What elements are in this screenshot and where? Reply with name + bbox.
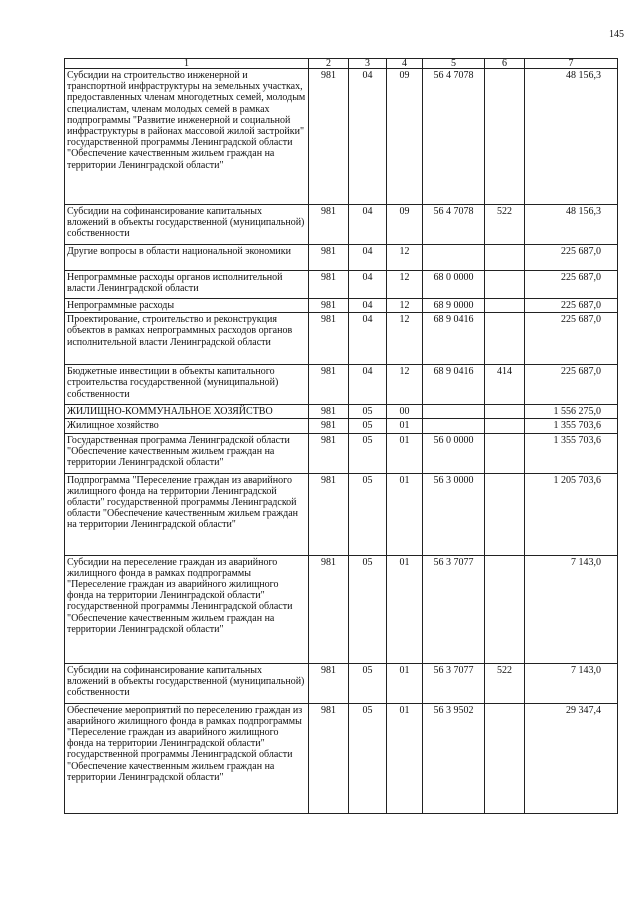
row-pr: 09 [387,205,423,245]
row-pr: 01 [387,419,423,433]
table-row [65,663,618,703]
row-sum: 225 687,0 [525,299,618,313]
row-vr [485,555,525,663]
row-rz: 05 [349,555,387,663]
row-rz: 04 [349,205,387,245]
budget-table [64,58,618,814]
row-vr [485,433,525,473]
header-col-4: 4 [387,59,423,69]
row-csr: 56 3 7077 [423,555,485,663]
row-csr [423,419,485,433]
table-row [65,419,618,433]
row-vr [485,271,525,299]
row-vr: 414 [485,365,525,405]
row-sum: 225 687,0 [525,313,618,365]
row-rz: 04 [349,299,387,313]
row-rz: 04 [349,271,387,299]
row-sum: 225 687,0 [525,271,618,299]
table-row [65,69,618,205]
row-name: Обеспечение мероприятий по переселению граждан из аварийного жилищного фонда в рамках подпрограммы "Переселение граждан из аварийного жилищного фонда на территории Ленинградской области" государственной программы Ленинградской области "Обеспечение качественным жильем граждан на территории Ленинградской области" [65,703,309,813]
row-vr [485,299,525,313]
row-csr: 56 3 7077 [423,663,485,703]
row-vr [485,405,525,419]
row-pr: 01 [387,703,423,813]
row-grbs: 981 [309,703,349,813]
row-csr: 68 0 0000 [423,271,485,299]
row-name: Бюджетные инвестиции в объекты капитального строительства государственной (муниципальной) собственности [65,365,309,405]
row-grbs: 981 [309,473,349,555]
row-pr: 12 [387,365,423,405]
table-row [65,365,618,405]
row-vr: 522 [485,663,525,703]
table-row [65,271,618,299]
row-sum: 225 687,0 [525,365,618,405]
row-sum: 225 687,0 [525,245,618,271]
row-pr: 01 [387,663,423,703]
table-row [65,299,618,313]
row-csr: 68 9 0416 [423,313,485,365]
row-grbs: 981 [309,271,349,299]
row-csr: 56 4 7078 [423,69,485,205]
row-csr [423,405,485,419]
row-grbs: 981 [309,365,349,405]
page-number: 145 [609,29,624,40]
row-pr: 01 [387,555,423,663]
row-pr: 12 [387,313,423,365]
row-csr: 68 9 0416 [423,365,485,405]
header-col-3: 3 [349,59,387,69]
table-row [65,473,618,555]
table-row [65,405,618,419]
header-col-7: 7 [525,59,618,69]
row-rz: 05 [349,473,387,555]
row-name: Непрограммные расходы органов исполнительной власти Ленинградской области [65,271,309,299]
header-col-2: 2 [309,59,349,69]
row-name: Субсидии на софинансирование капитальных вложений в объекты государственной (муниципальной) собственности [65,205,309,245]
row-sum: 7 143,0 [525,555,618,663]
row-sum: 7 143,0 [525,663,618,703]
row-vr: 522 [485,205,525,245]
row-name: Государственная программа Ленинградской области "Обеспечение качественным жильем граждан на территории Ленинградской области" [65,433,309,473]
row-csr: 56 0 0000 [423,433,485,473]
row-rz: 05 [349,663,387,703]
row-vr [485,245,525,271]
row-grbs: 981 [309,205,349,245]
row-sum: 1 556 275,0 [525,405,618,419]
row-grbs: 981 [309,245,349,271]
row-rz: 05 [349,703,387,813]
header-col-1: 1 [65,59,309,69]
row-rz: 05 [349,405,387,419]
row-rz: 04 [349,313,387,365]
row-grbs: 981 [309,69,349,205]
row-name: Другие вопросы в области национальной экономики [65,245,309,271]
row-name: Субсидии на переселение граждан из аварийного жилищного фонда в рамках подпрограммы "Переселение граждан из аварийного жилищного фонда на территории Ленинградской области" государственной программы Ленинградской области "Обеспечение качественным жильем граждан на территории Ленинградской области" [65,555,309,663]
row-sum: 1 355 703,6 [525,419,618,433]
row-name: Субсидии на строительство инженерной и транспортной инфраструктуры на земельных участках, предоставленных членам многодетных семей, молодым специалистам, членам молодых семей в рамках подпрограммы "Развитие инженерной и социальной инфраструктуры в районах массовой жилой застройки" государственной программы Ленинградской области "Обеспечение качественным жильем граждан на территории Ленинградской области" [65,69,309,205]
row-csr: 56 3 0000 [423,473,485,555]
row-vr [485,69,525,205]
row-grbs: 981 [309,433,349,473]
row-name: Жилищное хозяйство [65,419,309,433]
row-vr [485,703,525,813]
row-name: Непрограммные расходы [65,299,309,313]
row-rz: 05 [349,433,387,473]
table-row [65,555,618,663]
row-pr: 09 [387,69,423,205]
row-csr: 56 4 7078 [423,205,485,245]
table-header-row [65,59,618,69]
row-name: ЖИЛИЩНО-КОММУНАЛЬНОЕ ХОЗЯЙСТВО [65,405,309,419]
row-grbs: 981 [309,313,349,365]
table-row [65,703,618,813]
table-row [65,313,618,365]
row-pr: 01 [387,433,423,473]
row-pr: 12 [387,245,423,271]
row-sum: 48 156,3 [525,69,618,205]
row-pr: 00 [387,405,423,419]
row-rz: 04 [349,245,387,271]
row-sum: 48 156,3 [525,205,618,245]
table-row [65,245,618,271]
row-sum: 1 205 703,6 [525,473,618,555]
row-pr: 12 [387,271,423,299]
row-grbs: 981 [309,663,349,703]
row-csr [423,245,485,271]
row-rz: 04 [349,365,387,405]
row-rz: 05 [349,419,387,433]
header-col-5: 5 [423,59,485,69]
table-row [65,205,618,245]
row-vr [485,419,525,433]
row-sum: 1 355 703,6 [525,433,618,473]
row-name: Подпрограмма "Переселение граждан из аварийного жилищного фонда на территории Ленинградской области" государственной программы Ленинградской области "Обеспечение качественным жильем граждан на территории Ленинградской области" [65,473,309,555]
row-rz: 04 [349,69,387,205]
row-csr: 56 3 9502 [423,703,485,813]
row-sum: 29 347,4 [525,703,618,813]
row-name: Проектирование, строительство и реконструкция объектов в рамках непрограммных расходов органов исполнительной власти Ленинградской области [65,313,309,365]
row-grbs: 981 [309,555,349,663]
row-grbs: 981 [309,299,349,313]
row-pr: 12 [387,299,423,313]
row-pr: 01 [387,473,423,555]
table-row [65,433,618,473]
row-grbs: 981 [309,405,349,419]
row-csr: 68 9 0000 [423,299,485,313]
row-vr [485,313,525,365]
row-name: Субсидии на софинансирование капитальных вложений в объекты государственной (муниципальной) собственности [65,663,309,703]
row-vr [485,473,525,555]
header-col-6: 6 [485,59,525,69]
row-grbs: 981 [309,419,349,433]
